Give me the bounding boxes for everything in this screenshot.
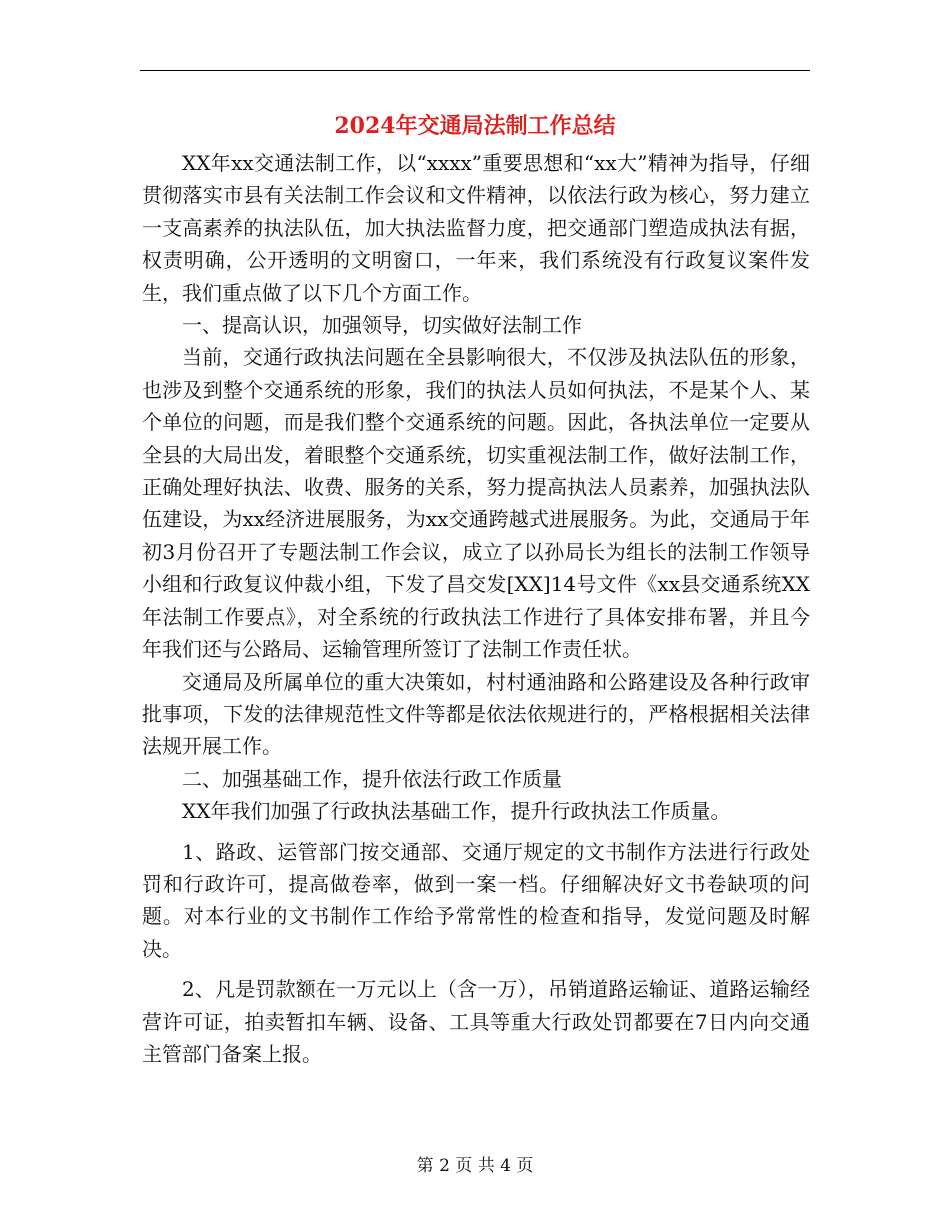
paragraph-section-1: 当前，交通行政执法问题在全县影响很大，不仅涉及执法队伍的形象，也涉及到整个交通系统的形象，我们的执法人员如何执法，不是某个人、某个单位的问题，而是我们整个交通系统的问题。因此，各执法单位一定要从全县的大局出发，着眼整个交通系统，切实重视法制工作，做好法制工作，正确处理好执法、收费、服务的关系，努力提高执法人员素养，加强执法队伍建设，为xx经济进展服务，为xx交通跨越式进展服务。为此，交通局于年初3月份召开了专题法制工作会议，成立了以孙局长为组长的法制工作领导小组和行政复议仲裁小组，下发了昌交发[XX]14号文件《xx县交通系统XX年法制工作要点》，对全系统的行政执法工作进行了具体安排布署，并且今年我们还与公路局、运输管理所签订了法制工作责任状。 xyxy=(142,345,810,662)
section-heading-1: 一、提高认识，加强领导，切实做好法制工作 xyxy=(182,313,582,338)
list-item-1: 1、路政、运管部门按交通部、交通厅规定的文书制作方法进行行政处罚和行政许可，提高做卷率，做到一案一档。仔细解决好文书卷缺项的问题。对本行业的文书制作工作给予常常性的检查和指导，发觉问题及时解决。 xyxy=(142,839,810,961)
list-item-2: 2、凡是罚款额在一万元以上（含一万），吊销道路运输证、道路运输经营许可证，拍卖暂扣车辆、设备、工具等重大行政处罚都要在7日内向交通主管部门备案上报。 xyxy=(142,977,810,1066)
section-heading-2: 二、加强基础工作，提升依法行政工作质量 xyxy=(182,766,562,791)
header-rule xyxy=(140,70,810,71)
paragraph-decisions: 交通局及所属单位的重大决策如，村村通油路和公路建设及各种行政审批事项，下发的法律规范性文件等都是依法依规进行的，严格根据相关法律法规开展工作。 xyxy=(142,669,810,759)
paragraph-intro: XX年xx交通法制工作，以“xxxx”重要思想和“xx大”精神为指导，仔细贯彻落实市县有关法制工作会议和文件精神，以依法行政为核心，努力建立一支高素养的执法队伍，加大执法监督力度，把交通部门塑造成执法有据，权责明确，公开透明的文明窗口，一年来，我们系统没有行政复议案件发生，我们重点做了以下几个方面工作。 xyxy=(142,151,810,305)
paragraph-section-2: XX年我们加强了行政执法基础工作，提升行政执法工作质量。 xyxy=(182,799,731,824)
document-title: 2024年交通局法制工作总结 xyxy=(334,113,616,139)
page-number: 第 2 页 共 4 页 xyxy=(416,1156,534,1176)
document-body xyxy=(142,147,810,1070)
